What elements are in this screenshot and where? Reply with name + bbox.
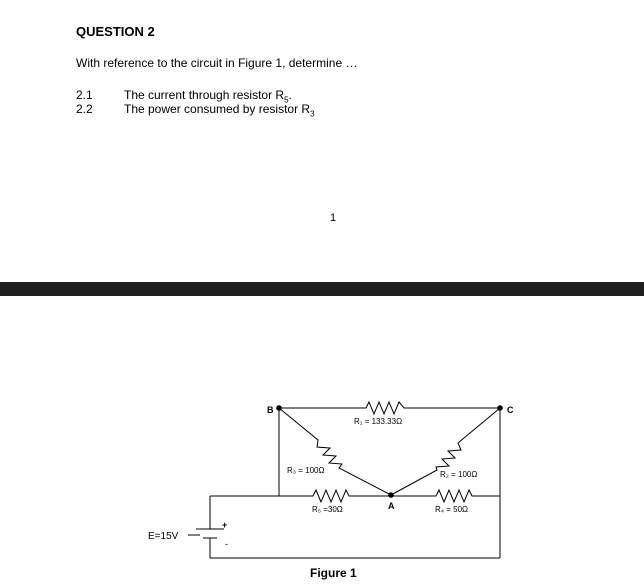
item-text: The power consumed by resistor $R_3$	[124, 102, 315, 119]
item-number: 2.2	[76, 102, 93, 116]
figure-caption: Figure 1	[310, 566, 357, 580]
circuit-wires	[188, 402, 500, 558]
node-a-dot	[388, 492, 394, 498]
item-number: 2.1	[76, 88, 93, 102]
wire-top	[279, 402, 500, 414]
source-plus: +	[222, 520, 228, 530]
question-title: QUESTION 2	[76, 24, 155, 39]
node-b-dot	[276, 405, 282, 411]
r1-label: R₁ = 133.33Ω	[354, 417, 403, 426]
r5-label: R₅ =30Ω	[312, 505, 343, 514]
page-number: 1	[330, 212, 337, 224]
source-minus: -	[225, 539, 228, 549]
question-intro: With reference to the circuit in Figure 1, determine …	[76, 56, 358, 70]
item-text: The current through resistor $R_5$.	[124, 88, 292, 105]
r2-label: R₂ = 100Ω	[440, 470, 478, 479]
node-c-dot	[497, 405, 503, 411]
r3-label: R₃ = 100Ω	[287, 466, 325, 475]
node-c-label: C	[507, 405, 514, 415]
wire-middle	[210, 490, 500, 502]
resistor-r2-branch	[391, 408, 500, 495]
node-b-label: B	[267, 405, 274, 415]
r4-label: R₄ = 50Ω	[435, 505, 469, 514]
node-a-label: A	[388, 501, 395, 511]
source-label: E=15V	[148, 531, 179, 542]
